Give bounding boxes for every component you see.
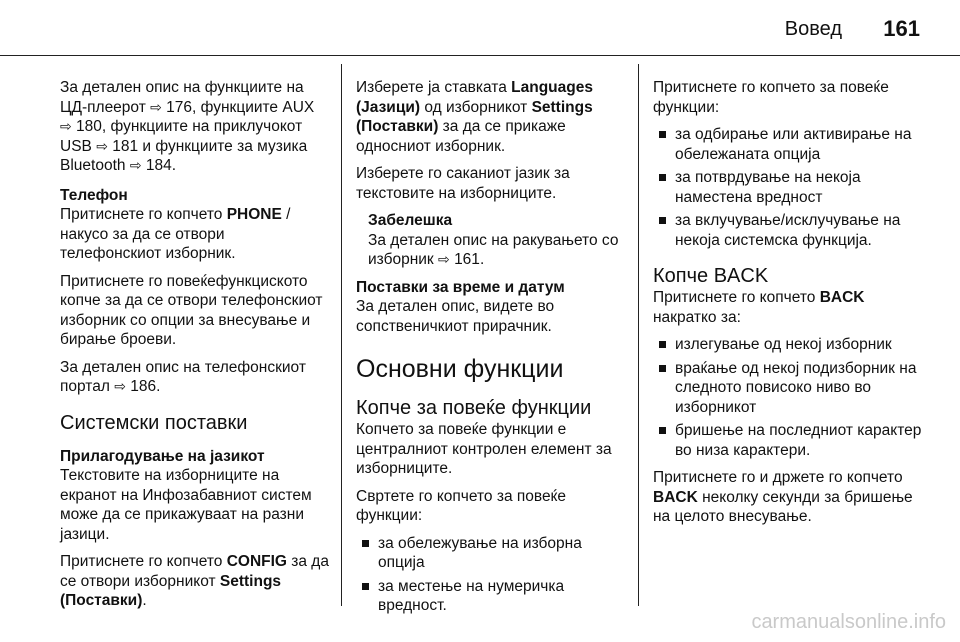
- phone-paragraph-2: Притиснете го повеќефункциското копче за да се отвори телефонскиот изборник со опции за внесување и бирање броеви.: [60, 272, 323, 348]
- list-item: за одбирање или активирање на обележаната опција: [653, 125, 925, 164]
- page-ref-arrow-icon: ⇨: [438, 251, 450, 267]
- note-text: За детален опис на ракувањето со изборник ⇨ 161.: [368, 231, 619, 268]
- page-number: 161: [883, 16, 920, 41]
- column-1: [60, 78, 330, 619]
- list-item: за обележување на изборна опција: [356, 534, 624, 573]
- phone-paragraph-1: Притиснете го копчето PHONE / накусо за да се отвори телефонскиот изборник.: [60, 206, 291, 262]
- phone-paragraph-3: За детален опис на телефонскиот портал ⇨ 186.: [60, 358, 306, 395]
- page-ref[interactable]: 186: [130, 378, 157, 395]
- language-heading: Прилагодување на јазикот: [60, 447, 265, 465]
- list-item: за местење на нумеричка вредност.: [356, 577, 624, 616]
- knob-paragraph-1: Копчето за повеќе функции е централниот контролен елемент за изборниците.: [356, 421, 612, 477]
- page-ref[interactable]: 180: [76, 118, 102, 135]
- column-3: [653, 78, 925, 535]
- watermark: carmanualsonline.info: [751, 611, 946, 633]
- press-knob-paragraph: Притиснете го копчето за повеќе функции:: [653, 79, 889, 116]
- language-paragraph-2: Притиснете го копчето CONFIG за да се отвори изборникот Settings (Поставки).: [60, 553, 329, 609]
- phone-heading: Телефон: [60, 186, 128, 204]
- back-key-label: BACK: [819, 289, 865, 306]
- column-2: [356, 78, 624, 624]
- page-ref-arrow-icon: ⇨: [60, 118, 72, 134]
- list-item: бришење на последниот карактер во низа карактери.: [653, 421, 925, 460]
- time-date-heading: Поставки за време и датум: [356, 278, 565, 296]
- page-ref-arrow-icon: ⇨: [150, 98, 162, 115]
- phone-key-label: PHONE: [226, 206, 282, 223]
- turn-knob-list: [356, 534, 624, 616]
- languages-paragraph: Изберете ја ставката Languages (Јазици) од изборникот Settings (Поставки) за да се прикаже односниот изборник.: [356, 79, 593, 155]
- page-ref-arrow-icon: ⇨: [114, 378, 126, 394]
- basic-functions-heading: Основни функции: [356, 355, 564, 383]
- page-ref-arrow-icon: ⇨: [129, 157, 142, 173]
- back-paragraph-2: Притиснете го и држете го копчето BACK неколку секунди за бришење на целото внесување.: [653, 469, 913, 525]
- back-paragraph-1: Притиснете го копчето BACK накратко за:: [653, 289, 865, 326]
- page-header: [0, 0, 960, 56]
- note-box: [356, 211, 624, 270]
- page-ref[interactable]: 181: [112, 137, 139, 155]
- back-list: [653, 335, 925, 460]
- media-functions-paragraph: За детален опис на функциите на ЦД-плеерот ⇨ 176, функциите AUX ⇨ 180, функциите на приклучокот USB ⇨ 181 и функциите за музика Bluetooth ⇨ 184.: [60, 79, 315, 174]
- note-title: Забелешка: [368, 212, 453, 229]
- press-knob-list: [653, 125, 925, 250]
- page-ref[interactable]: 176: [166, 98, 193, 116]
- knob-paragraph-2: Свртете го копчето за повеќе функции:: [356, 487, 566, 524]
- column-divider-2: [638, 64, 639, 606]
- column-divider-1: [341, 64, 342, 606]
- config-key-label: CONFIG: [226, 553, 287, 570]
- back-key-label: BACK: [653, 488, 698, 506]
- time-date-paragraph: За детален опис, видете во сопственичкиот прирачник.: [356, 298, 555, 335]
- back-button-heading: Копче BACK: [653, 265, 769, 287]
- header-rule: [0, 55, 960, 56]
- page-ref-arrow-icon: ⇨: [96, 137, 108, 154]
- section-title: Вовед: [784, 18, 842, 40]
- page-ref[interactable]: 161: [454, 251, 480, 268]
- system-settings-heading: Системски поставки: [60, 411, 248, 434]
- settings-menu-label: Settings (Поставки): [356, 98, 593, 135]
- settings-menu-label: Settings (Поставки): [60, 572, 282, 609]
- languages-menu-label: Languages (Јазици): [356, 79, 593, 116]
- select-language-paragraph: Изберете го саканиот јазик за текстовите на изборниците.: [356, 165, 570, 202]
- list-item: излегување од некој изборник: [653, 335, 925, 355]
- multifunction-knob-heading: Копче за повеќе функции: [356, 397, 592, 419]
- list-item: за вклучување/исклучување на некоја системска функција.: [653, 211, 925, 250]
- list-item: враќање од некој подизборник на следното повисоко ниво во изборникот: [653, 359, 925, 418]
- language-paragraph-1: Текстовите на изборниците на екранот на Инфозабавниот систем може да се прикажуваат на разни јазици.: [60, 467, 312, 543]
- page-ref[interactable]: 184: [145, 157, 172, 174]
- list-item: за потврдување на некоја наместена вредност: [653, 168, 925, 207]
